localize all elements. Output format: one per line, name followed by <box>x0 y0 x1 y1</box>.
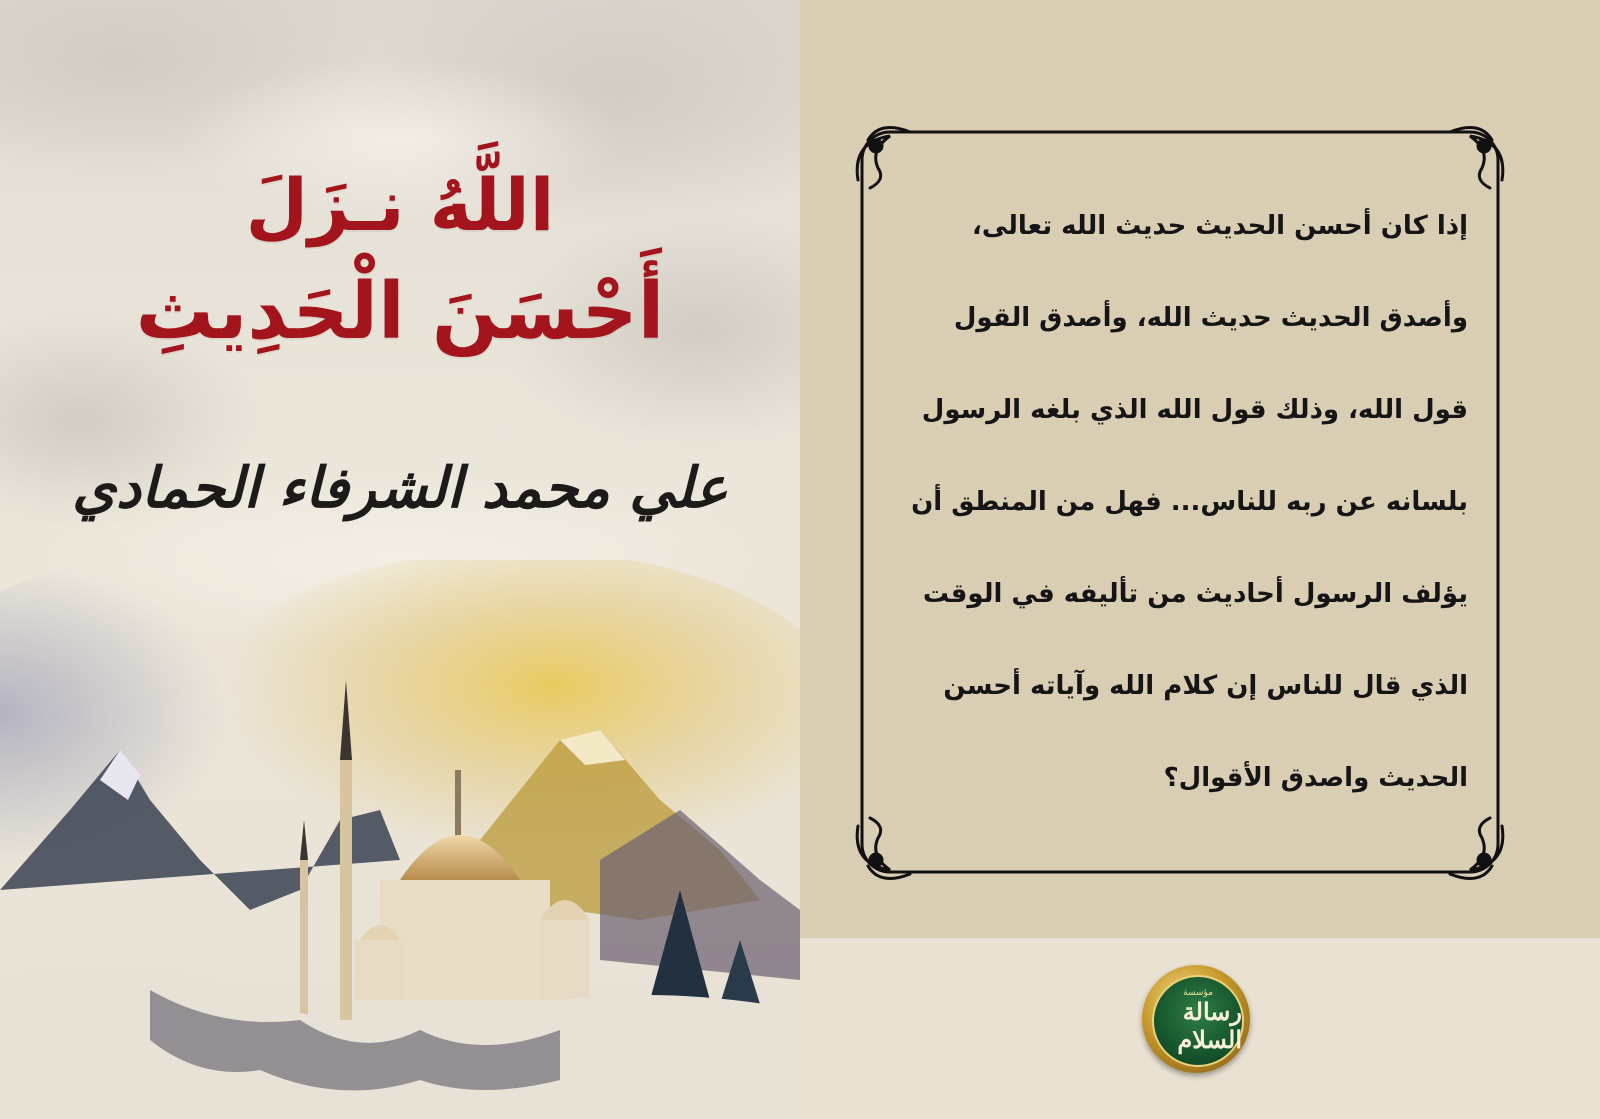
quote-line: قول الله، وذلك قول الله الذي بلغه الرسول <box>921 395 1468 425</box>
quote-line: بلسانه عن ربه للناس... فهل من المنطق أن <box>911 487 1468 517</box>
cover-title-line1: اللَّهُ نـزَلَ <box>245 163 555 247</box>
quote-paragraph <box>900 200 1468 844</box>
text-page <box>800 0 1600 1119</box>
logo-main-text: رسالة السلام <box>1177 997 1242 1054</box>
cover-title-line2: أَحْسَنَ الْحَدِيثِ <box>135 267 665 357</box>
cover-author-calligraphy: علي محمد الشرفاء الحمادي <box>72 455 728 521</box>
logo-emblem <box>1152 975 1244 1067</box>
quote-line: الذي قال للناس إن كلام الله وآياته أحسن <box>943 671 1468 701</box>
foundation-logo <box>1142 965 1250 1073</box>
quote-line: الحديث واصدق الأقوال؟ <box>1163 763 1468 793</box>
quote-line: يؤلف الرسول أحاديث من تأليفه في الوقت <box>922 579 1468 609</box>
quote-line: وأصدق الحديث حديث الله، وأصدق القول <box>953 303 1468 333</box>
mosque-mountain-painting <box>0 560 800 1119</box>
logo-small-text: مؤسسة <box>1183 988 1213 998</box>
quote-line: إذا كان أحسن الحديث حديث الله تعالى، <box>971 211 1468 241</box>
